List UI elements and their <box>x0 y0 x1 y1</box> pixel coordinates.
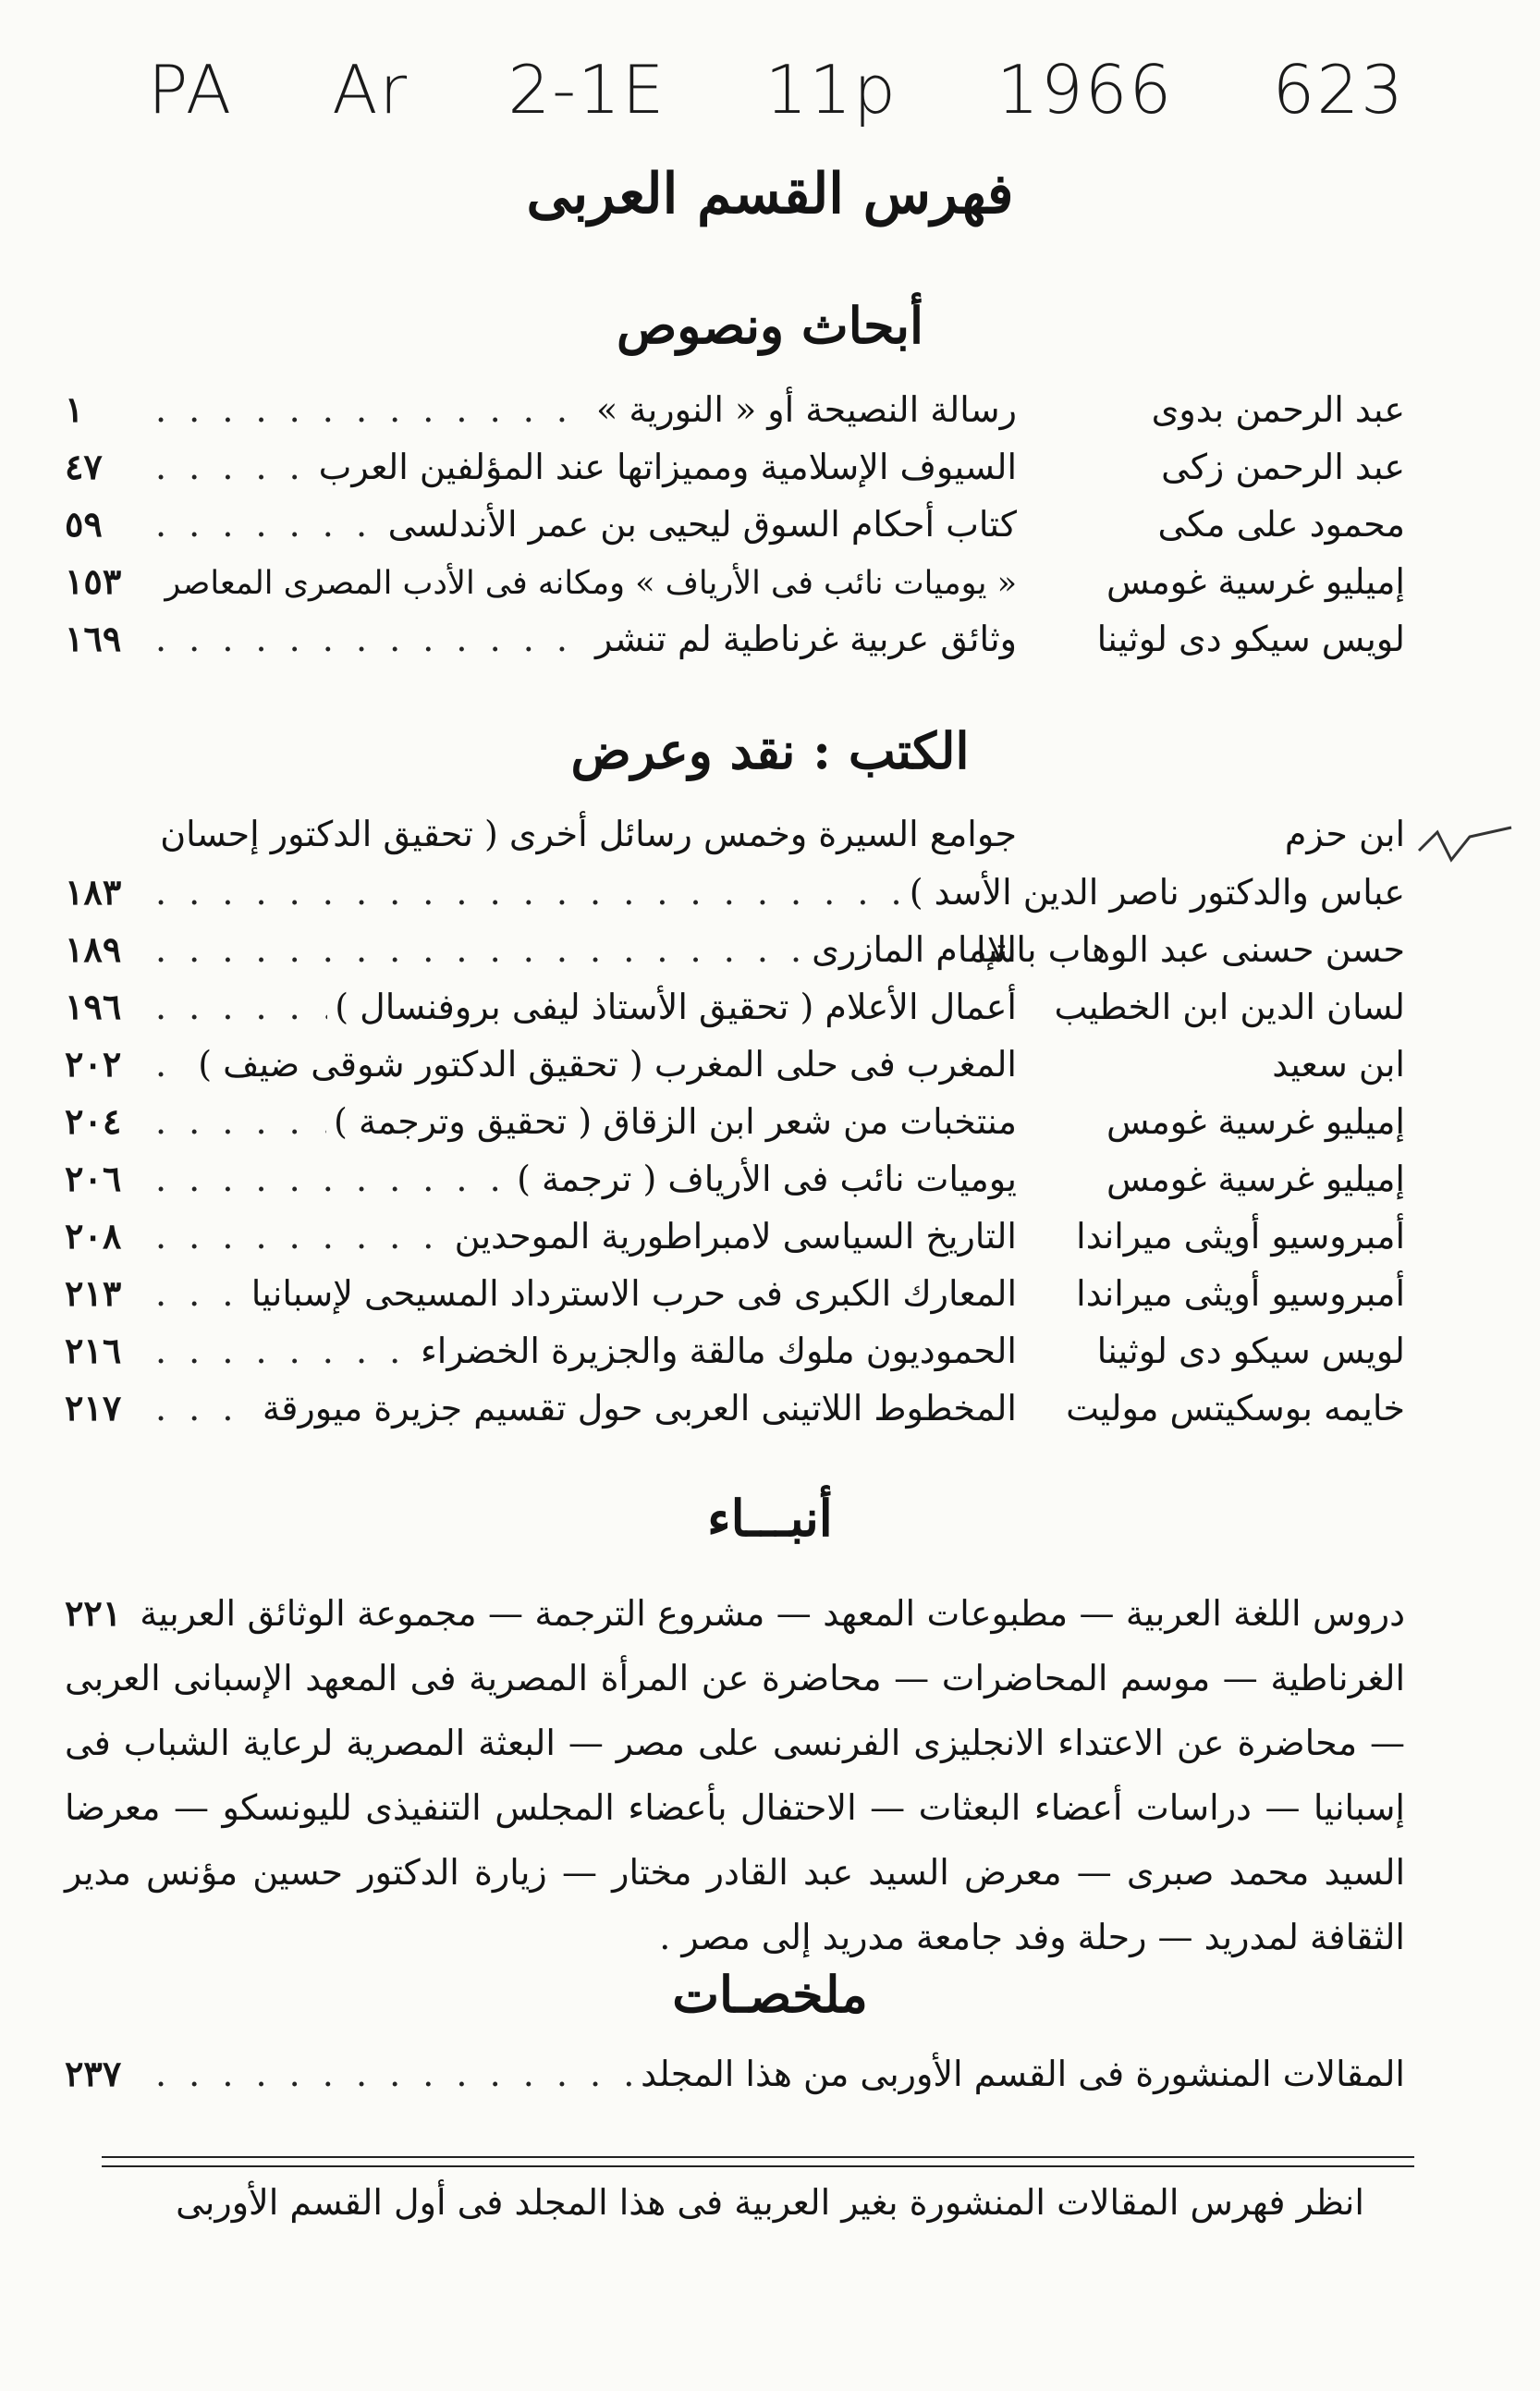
toc-work: وثائق عربية غرناطية لم تنشر <box>595 619 1017 659</box>
handnote-item: Ar <box>332 51 409 129</box>
toc-author: عبد الرحمن زكى <box>1161 447 1405 487</box>
handnote-item: 2-1E <box>507 51 666 129</box>
toc-row <box>65 1043 1405 1100</box>
toc-page-number: ١٦٩ <box>65 618 122 659</box>
toc-row <box>65 618 1405 675</box>
leader-dots <box>155 1216 447 1257</box>
toc-page-number: ٢٣٧ <box>65 2053 122 2094</box>
toc-author: إميليو غرسية غومس <box>1106 1101 1405 1142</box>
toc-page-number: ٢٠٦ <box>65 1158 122 1199</box>
leader-dots <box>155 1101 326 1142</box>
page-title: فهرس القسم العربى <box>526 162 1014 227</box>
toc-row <box>65 560 1405 618</box>
toc-page-number: ٢١٣ <box>65 1272 122 1314</box>
toc-author: لويس سيكو دى لوثينا <box>1096 1330 1405 1371</box>
toc-page-number: ٥٩ <box>65 503 103 545</box>
leader-dots <box>155 447 312 487</box>
toc-author: ابن سعيد <box>1272 1044 1405 1085</box>
toc-work: أعمال الأعلام ( تحقيق الأستاذ ليفى بروفنسال ) <box>335 987 1017 1027</box>
toc-work: التاريخ السياسى لامبراطورية الموحدين <box>454 1216 1017 1257</box>
footer-note: انظر فهرس المقالات المنشورة بغير العربية فى هذا المجلد فى أول القسم الأوربى <box>176 2182 1364 2223</box>
toc-row <box>65 986 1405 1043</box>
toc-work: « يوميات نائب فى الأرياف » ومكانه فى الأدب المصرى المعاصر <box>165 565 1017 602</box>
summaries-list <box>65 2053 1405 2110</box>
toc-row <box>65 446 1405 503</box>
toc-page-number: ١٥٣ <box>65 560 122 602</box>
toc-row <box>65 1330 1405 1387</box>
handnote-item: 11p <box>764 51 898 129</box>
toc-page-number: ١٨٣ <box>65 871 122 913</box>
leader-dots <box>155 929 804 970</box>
toc-page-number: ٢١٧ <box>65 1387 122 1428</box>
toc-row <box>65 928 1405 986</box>
leader-dots <box>155 561 157 602</box>
toc-author: محمود على مكى <box>1157 504 1405 545</box>
news-paragraph <box>65 1581 1405 1969</box>
toc-row <box>65 1100 1405 1158</box>
handwritten-check-mark <box>1414 823 1516 869</box>
toc-page-number: ١٩٦ <box>65 986 122 1027</box>
double-rule-top <box>102 2156 1414 2158</box>
toc-page-number: ٢١٦ <box>65 1330 122 1371</box>
toc-row <box>65 1215 1405 1272</box>
toc-page-number: ١ <box>65 388 84 430</box>
toc-work: الإمام المازرى <box>812 929 1017 970</box>
toc-work: رسالة النصيحة أو « النورية » <box>596 389 1017 430</box>
leader-dots <box>155 1330 413 1371</box>
toc-author: لويس سيكو دى لوثينا <box>1096 619 1405 659</box>
toc-work: المقالات المنشورة فى القسم الأوربى من هذا المجلد <box>641 2054 1405 2094</box>
toc-page-number: ٢٠٨ <box>65 1215 122 1257</box>
section-heading-books: الكتب : نقد وعرض <box>570 721 970 780</box>
leader-dots <box>155 504 381 545</box>
toc-work: المغرب فى حلى المغرب ( تحقيق الدكتور شوقى ضيف ) <box>198 1044 1017 1085</box>
toc-author: أمبروسيو أويثى ميراندا <box>1076 1216 1405 1257</box>
toc-row <box>65 1272 1405 1330</box>
books-list <box>65 814 1405 1444</box>
leader-dots <box>155 1388 255 1428</box>
leader-dots <box>155 1159 509 1199</box>
toc-row <box>65 503 1405 560</box>
toc-author: خايمه بوسكيتس موليت <box>1066 1388 1405 1428</box>
news-text: دروس اللغة العربية — مطبوعات المعهد — مشروع الترجمة — مجموعة الوثائق العربية الغرناطية — موسم المحاضرات — محاضرة عن المرأة المصرية فى المعهد الإسبانى العربى — محاضرة عن الاعتداء الانجليزى الفرنسى على مصر — البعثة المصرية لرعاية الشباب فى إسبانيا — دراسات أعضاء البعثات — الاحتفال بأعضاء المجلس التنفيذى لليونسكو — معرضا السيد محمد صبرى — معرض السيد عبد القادر مختار — زيارة الدكتور حسين مؤنس مدير الثقافة لمدريد — رحلة وفد جامعة مدريد إلى مصر . <box>65 1593 1405 1957</box>
toc-page-number: ٤٧ <box>65 446 103 487</box>
toc-author: عبد الرحمن بدوى <box>1151 389 1405 430</box>
toc-page-number: ٢٠٤ <box>65 1100 122 1142</box>
toc-page-number: ١٨٩ <box>65 928 122 970</box>
toc-work: المخطوط اللاتينى العربى حول تقسيم جزيرة ميورقة <box>262 1388 1017 1428</box>
double-rule-bottom <box>102 2165 1414 2167</box>
leader-dots <box>155 987 327 1027</box>
toc-row <box>65 388 1405 446</box>
toc-work: الحموديون ملوك مالقة والجزيرة الخضراء <box>420 1330 1017 1371</box>
news-page-number: ٢٢١ <box>65 1592 122 1634</box>
toc-author: إميليو غرسية غومس <box>1106 1159 1405 1199</box>
toc-author: حسن حسنى عبد الوهاب باشا <box>976 929 1405 970</box>
section-heading-news: أنبـــاء <box>707 1489 833 1548</box>
leader-dots <box>155 872 902 913</box>
toc-row <box>65 2053 1405 2110</box>
leader-dots <box>155 2054 633 2094</box>
toc-author: لسان الدين ابن الخطيب <box>1054 987 1405 1027</box>
leader-dots <box>155 1273 244 1314</box>
section-heading-research: أبحاث ونصوص <box>616 296 924 355</box>
toc-work-continuation: عباس والدكتور ناصر الدين الأسد ) <box>909 872 1405 913</box>
toc-work: كتاب أحكام السوق ليحيى بن عمر الأندلسى <box>387 504 1017 545</box>
handwritten-catalog-note <box>148 51 1405 129</box>
handnote-item: 623 <box>1272 51 1405 129</box>
toc-row <box>65 1387 1405 1444</box>
leader-dots <box>155 389 589 430</box>
leader-dots <box>155 1044 190 1085</box>
toc-work: جوامع السيرة وخمس رسائل أخرى ( تحقيق الدكتور إحسان <box>160 814 1017 854</box>
leader-dots <box>155 619 588 659</box>
toc-work: المعارك الكبرى فى حرب الاسترداد المسيحى لإسبانيا <box>251 1273 1017 1314</box>
section-heading-summaries: ملخصـات <box>672 1965 868 2024</box>
toc-author: أمبروسيو أويثى ميراندا <box>1076 1273 1405 1314</box>
toc-row <box>65 814 1405 871</box>
toc-page-number: ٢٠٢ <box>65 1043 122 1085</box>
toc-author: ابن حزم <box>1284 814 1405 854</box>
toc-row-continuation <box>65 871 1405 928</box>
toc-row <box>65 1158 1405 1215</box>
toc-author: إميليو غرسية غومس <box>1106 561 1405 602</box>
research-list <box>65 388 1405 675</box>
toc-work: منتخبات من شعر ابن الزقاق ( تحقيق وترجمة ) <box>334 1101 1017 1142</box>
handnote-item: PA <box>148 51 234 129</box>
toc-work: السيوف الإسلامية ومميزاتها عند المؤلفين العرب <box>318 447 1017 487</box>
handnote-item: 1966 <box>996 51 1174 129</box>
toc-work: يوميات نائب فى الأرياف ( ترجمة ) <box>517 1159 1017 1199</box>
